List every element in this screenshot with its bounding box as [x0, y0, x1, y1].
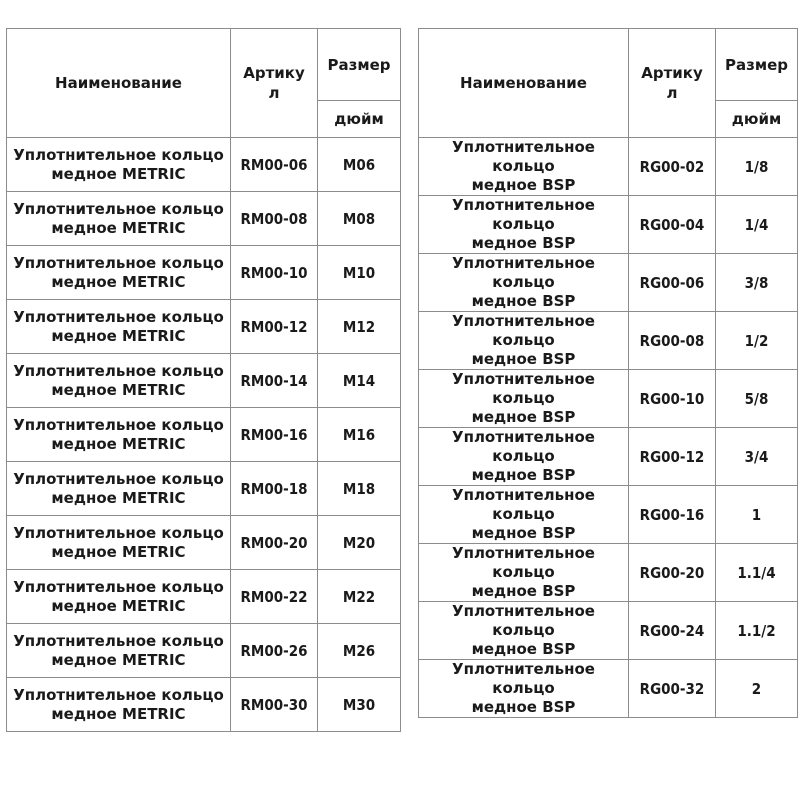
product-name-line1: Уплотнительное кольцо: [452, 428, 595, 465]
bsp-seal-table: [418, 28, 798, 718]
product-name-line1: Уплотнительное кольцо: [13, 577, 224, 596]
size-cell: 1/8: [716, 138, 798, 196]
product-name-cell: [7, 300, 231, 354]
size-cell: M20: [318, 516, 401, 570]
size-cell: 1.1/2: [716, 602, 798, 660]
product-name-cell: [419, 370, 629, 428]
product-name-cell: [419, 312, 629, 370]
bsp-table-body: [419, 138, 798, 718]
table-row: [419, 544, 798, 602]
product-name-cell: [419, 196, 629, 254]
product-name-cell: [419, 544, 629, 602]
size-cell: M06: [318, 138, 401, 192]
article-code-cell: RM00-18: [231, 462, 318, 516]
table-row: [7, 192, 401, 246]
table-row: [419, 660, 798, 718]
column-header-name: Наименование: [7, 29, 231, 138]
table-row: [419, 486, 798, 544]
product-name-line2: медное BSP: [471, 234, 576, 252]
article-code-cell: RM00-26: [231, 624, 318, 678]
product-name-cell: [7, 192, 231, 246]
table-row: [419, 138, 798, 196]
product-name-line1: Уплотнительное кольцо: [452, 254, 595, 291]
product-name-line2: медное BSP: [471, 176, 576, 194]
size-cell: M08: [318, 192, 401, 246]
article-code-cell: RM00-22: [231, 570, 318, 624]
column-header-unit: дюйм: [716, 101, 798, 138]
product-name-line2: медное BSP: [471, 408, 576, 426]
table-row: [7, 300, 401, 354]
size-cell: M12: [318, 300, 401, 354]
product-name-cell: [7, 246, 231, 300]
article-code-cell: RG00-04: [629, 196, 716, 254]
product-name-line1: Уплотнительное кольцо: [13, 145, 224, 164]
article-code-cell: RM00-12: [231, 300, 318, 354]
size-cell: M30: [318, 678, 401, 732]
product-name-line2: медное METRIC: [51, 434, 186, 453]
product-name-line2: медное METRIC: [51, 704, 186, 723]
size-cell: 1/4: [716, 196, 798, 254]
product-name-cell: [7, 516, 231, 570]
column-header-unit: дюйм: [318, 101, 401, 138]
product-name-cell: [419, 428, 629, 486]
product-name-line1: Уплотнительное кольцо: [452, 370, 595, 407]
product-name-line1: Уплотнительное кольцо: [13, 361, 224, 380]
size-cell: 2: [716, 660, 798, 718]
article-header-line2: л: [268, 84, 280, 102]
product-name-cell: [7, 354, 231, 408]
product-name-line2: медное BSP: [471, 292, 576, 310]
table-row: [419, 428, 798, 486]
size-cell: 3/4: [716, 428, 798, 486]
article-code-cell: RM00-10: [231, 246, 318, 300]
product-name-cell: [7, 678, 231, 732]
article-code-cell: RM00-06: [231, 138, 318, 192]
product-name-line2: медное BSP: [471, 524, 576, 542]
table-row: [419, 602, 798, 660]
article-code-cell: RM00-20: [231, 516, 318, 570]
column-header-article: [629, 29, 716, 138]
product-name-cell: [419, 486, 629, 544]
product-name-line2: медное BSP: [471, 640, 576, 658]
product-name-line1: Уплотнительное кольцо: [13, 199, 224, 218]
table-row: [7, 462, 401, 516]
size-cell: M18: [318, 462, 401, 516]
product-name-cell: [7, 624, 231, 678]
product-name-line2: медное METRIC: [51, 272, 186, 291]
size-cell: 3/8: [716, 254, 798, 312]
article-header-line2: л: [666, 84, 678, 102]
product-name-line1: Уплотнительное кольцо: [452, 486, 595, 523]
product-name-line1: Уплотнительное кольцо: [452, 138, 595, 175]
product-name-line1: Уплотнительное кольцо: [13, 307, 224, 326]
column-header-name: Наименование: [419, 29, 629, 138]
product-name-line1: Уплотнительное кольцо: [452, 660, 595, 697]
product-name-cell: [419, 138, 629, 196]
size-cell: 5/8: [716, 370, 798, 428]
table-row: [7, 678, 401, 732]
table-row: [419, 196, 798, 254]
article-header-line1: Артику: [641, 64, 703, 82]
article-code-cell: RG00-06: [629, 254, 716, 312]
product-name-line2: медное METRIC: [51, 380, 186, 399]
product-name-line2: медное BSP: [471, 466, 576, 484]
product-name-line2: медное METRIC: [51, 650, 186, 669]
article-code-cell: RG00-10: [629, 370, 716, 428]
product-name-line2: медное METRIC: [51, 542, 186, 561]
size-cell: M16: [318, 408, 401, 462]
table-row: [7, 354, 401, 408]
column-header-size: Размер: [716, 29, 798, 101]
product-name-line2: медное METRIC: [51, 164, 186, 183]
product-name-line1: Уплотнительное кольцо: [13, 685, 224, 704]
product-name-line1: Уплотнительное кольцо: [452, 602, 595, 639]
table-row: [419, 254, 798, 312]
table-row: [7, 246, 401, 300]
article-code-cell: RG00-12: [629, 428, 716, 486]
article-code-cell: RM00-14: [231, 354, 318, 408]
article-code-cell: RG00-24: [629, 602, 716, 660]
metric-table-body: [7, 138, 401, 732]
product-name-cell: [7, 570, 231, 624]
product-name-line2: медное BSP: [471, 582, 576, 600]
product-name-line1: Уплотнительное кольцо: [452, 312, 595, 349]
product-name-cell: [7, 138, 231, 192]
product-name-line1: Уплотнительное кольцо: [452, 196, 595, 233]
table-row: [7, 408, 401, 462]
article-header-line1: Артику: [243, 64, 305, 82]
article-code-cell: RG00-08: [629, 312, 716, 370]
article-code-cell: RM00-16: [231, 408, 318, 462]
size-cell: 1.1/4: [716, 544, 798, 602]
metric-seal-table: [6, 28, 401, 732]
table-row: [419, 370, 798, 428]
article-code-cell: RG00-32: [629, 660, 716, 718]
column-header-article: [231, 29, 318, 138]
table-row: [419, 312, 798, 370]
product-name-line1: Уплотнительное кольцо: [13, 523, 224, 542]
size-cell: M14: [318, 354, 401, 408]
product-name-line1: Уплотнительное кольцо: [452, 544, 595, 581]
article-code-cell: RM00-08: [231, 192, 318, 246]
article-code-cell: RM00-30: [231, 678, 318, 732]
product-name-line1: Уплотнительное кольцо: [13, 415, 224, 434]
table-row: [7, 516, 401, 570]
product-name-cell: [419, 254, 629, 312]
product-name-line1: Уплотнительное кольцо: [13, 253, 224, 272]
product-name-line2: медное METRIC: [51, 218, 186, 237]
product-name-line1: Уплотнительное кольцо: [13, 469, 224, 488]
product-name-line1: Уплотнительное кольцо: [13, 631, 224, 650]
size-cell: 1/2: [716, 312, 798, 370]
product-name-line2: медное METRIC: [51, 488, 186, 507]
product-name-cell: [419, 602, 629, 660]
table-row: [7, 138, 401, 192]
article-code-cell: RG00-20: [629, 544, 716, 602]
size-cell: M22: [318, 570, 401, 624]
table-row: [7, 570, 401, 624]
size-cell: 1: [716, 486, 798, 544]
product-name-cell: [7, 408, 231, 462]
column-header-size: Размер: [318, 29, 401, 101]
size-cell: M10: [318, 246, 401, 300]
product-name-line2: медное METRIC: [51, 596, 186, 615]
product-name-line2: медное BSP: [471, 698, 576, 716]
product-name-line2: медное BSP: [471, 350, 576, 368]
product-name-cell: [7, 462, 231, 516]
article-code-cell: RG00-02: [629, 138, 716, 196]
product-name-line2: медное METRIC: [51, 326, 186, 345]
product-name-cell: [419, 660, 629, 718]
size-cell: M26: [318, 624, 401, 678]
table-row: [7, 624, 401, 678]
article-code-cell: RG00-16: [629, 486, 716, 544]
